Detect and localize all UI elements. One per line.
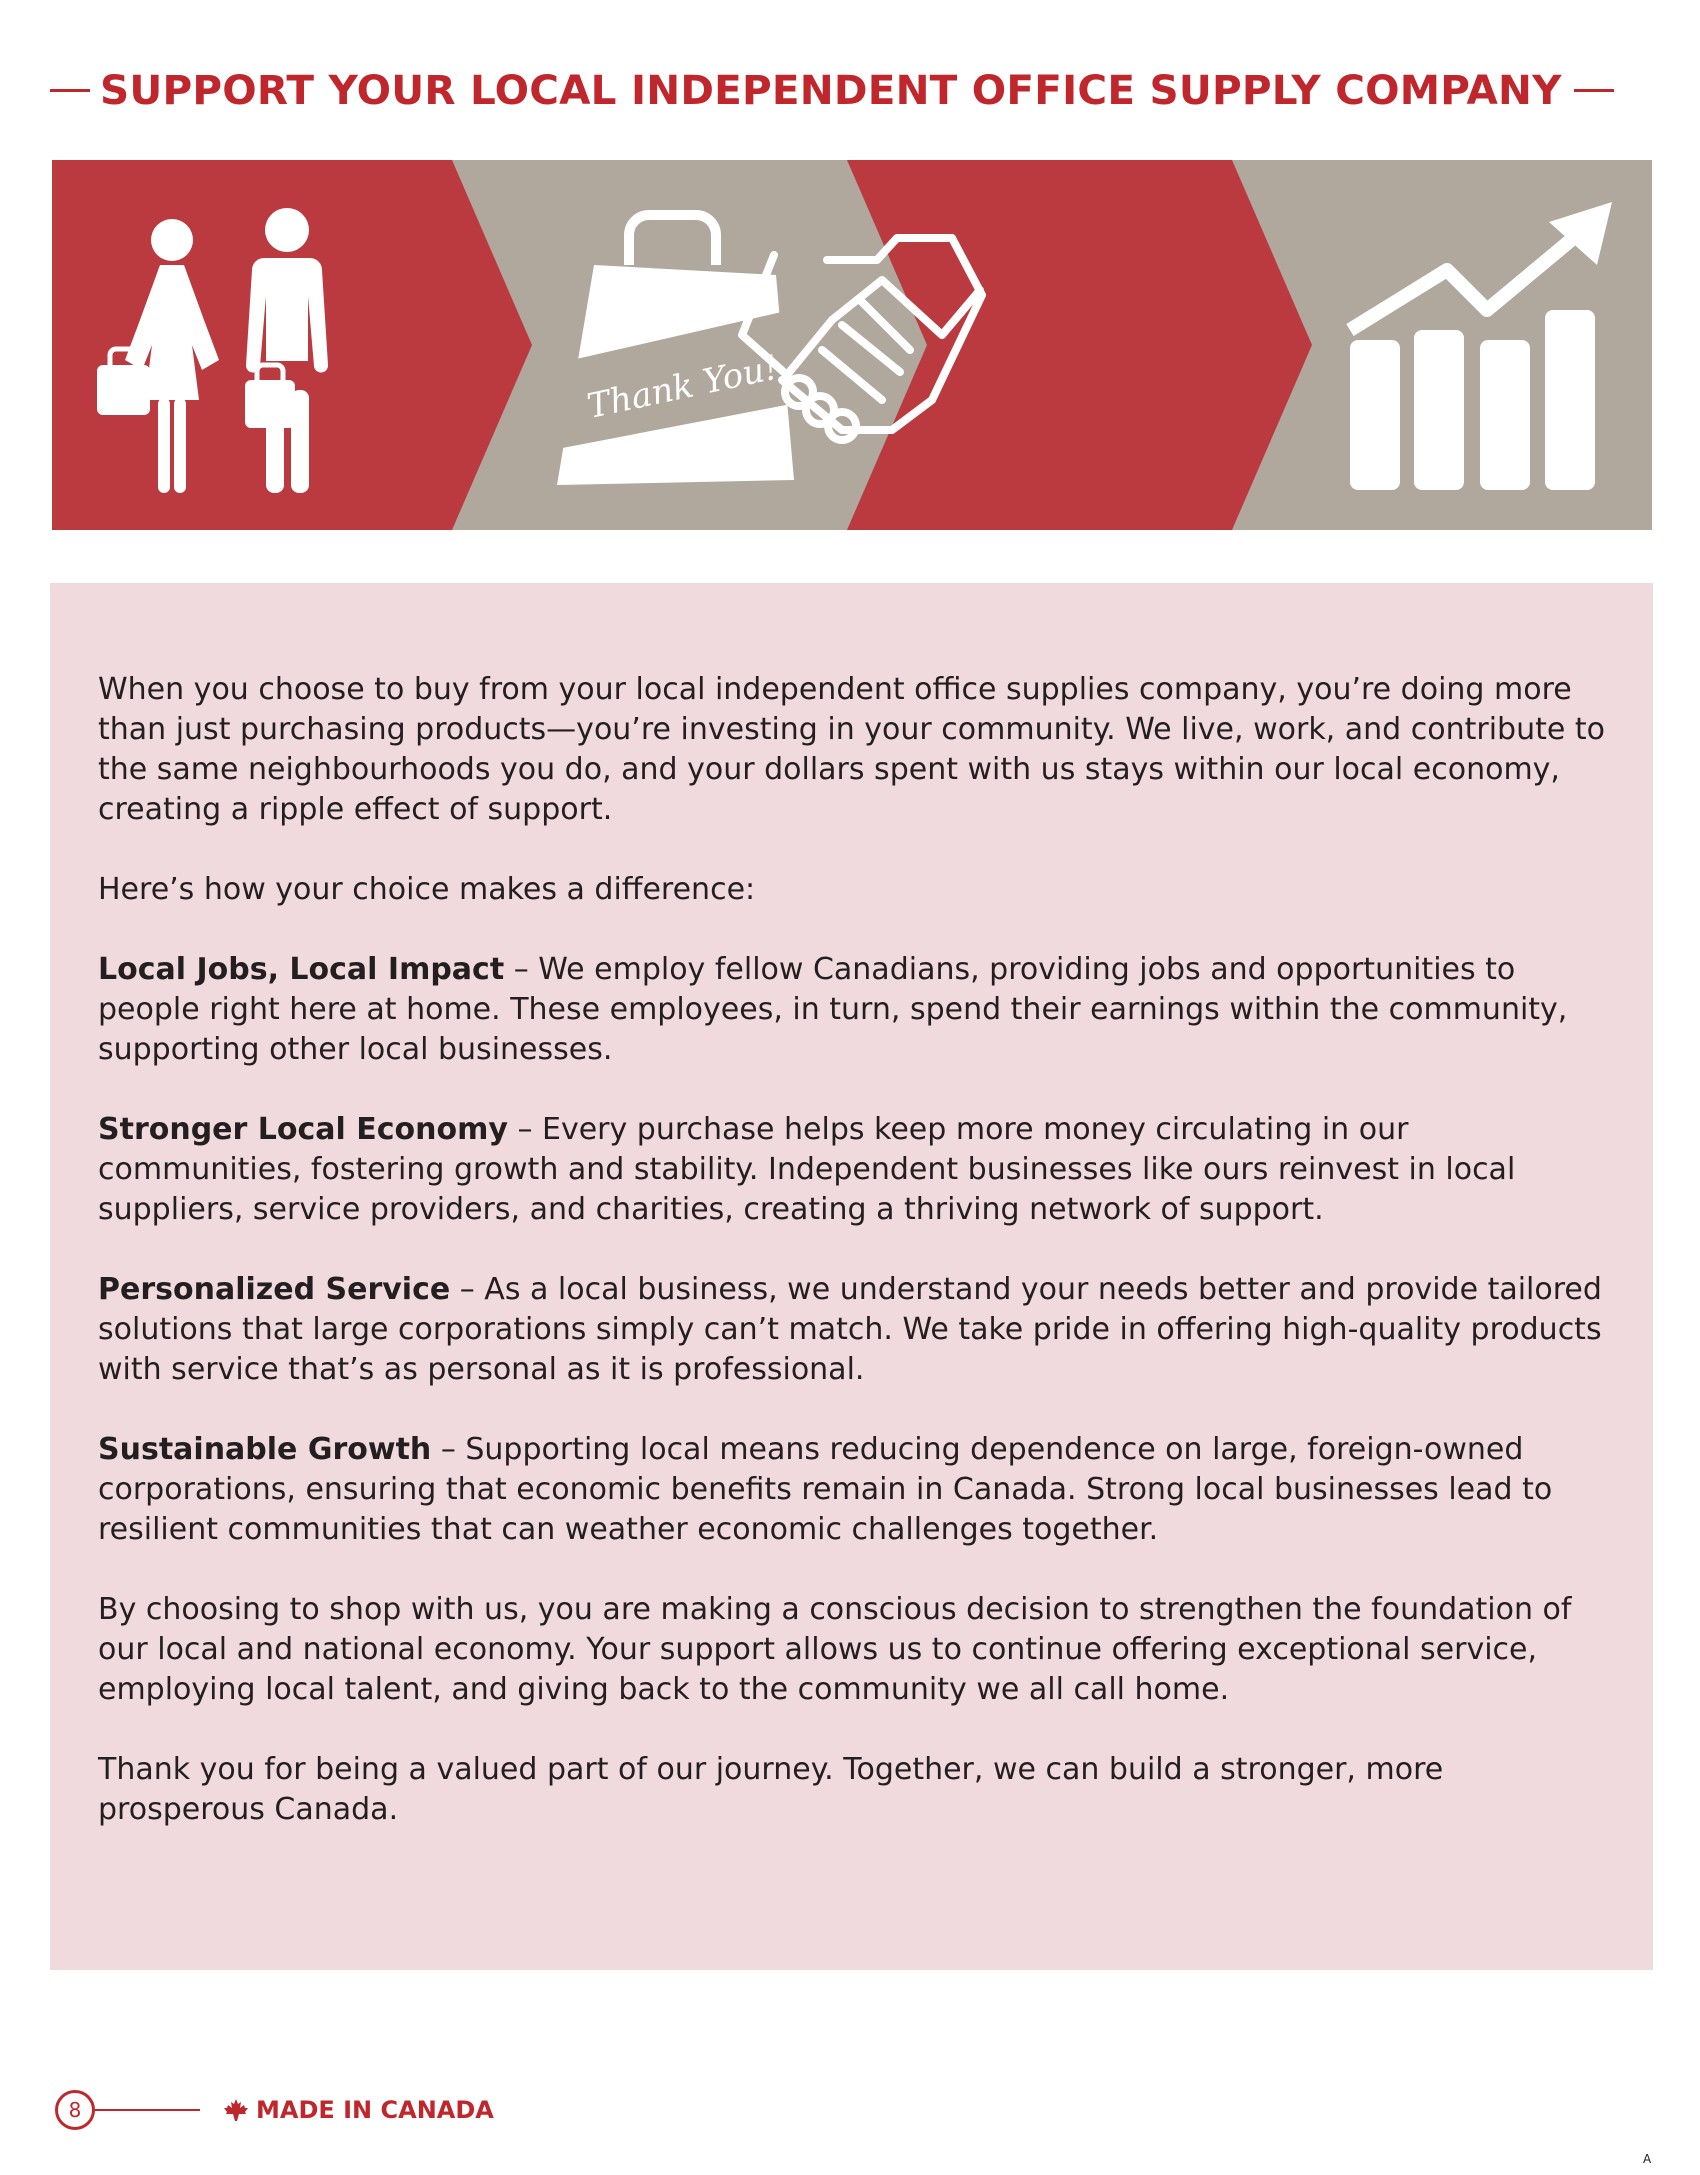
title-rule-right <box>1574 89 1614 92</box>
made-in-canada-badge <box>212 2096 494 2124</box>
point-title: Stronger Local Economy <box>98 1112 508 1147</box>
page-header <box>50 60 1650 120</box>
point-text: – As a local business, we understand your needs better and provide tailored solutions that large corporations simply can’t match. We take pride in offering high-quality products with service that’s as personal as it is professional. <box>98 1272 1602 1387</box>
bag-thank-you-text: Thank You! <box>583 347 782 427</box>
corner-mark: A <box>1643 2152 1652 2166</box>
point-paragraph-local-jobs <box>98 950 1618 1070</box>
point-text: – We employ fellow Canadians, providing jobs and opportunities to people right here at home. These employees, in turn, spend their earnings within the community, supporting other local businesses. <box>98 952 1568 1067</box>
made-in-canada-text: MADE IN CANADA <box>256 2096 494 2124</box>
icon-banner <box>52 160 1652 530</box>
point-text: – Supporting local means reducing dependence on large, foreign-owned corporations, ensuring that economic benefits remain in Canada. Strong local businesses lead to resilient communities that can weather economic challenges together. <box>98 1432 1553 1547</box>
point-paragraph-personalized-service <box>98 1270 1618 1390</box>
maple-leaf-icon <box>224 2099 248 2121</box>
closing-paragraph: By choosing to shop with us, you are making a conscious decision to strengthen the foundation of our local and national economy. Your support allows us to continue offering exceptional service, employing local talent, and giving back to the community we all call home. <box>98 1592 1572 1707</box>
body-text <box>98 670 1618 1870</box>
page-number: 8 <box>55 2090 95 2130</box>
point-text: – Every purchase helps keep more money circulating in our communities, fostering growth and stability. Independent businesses like ours reinvest in local suppliers, service providers, and charities, creating a thriving network of support. <box>98 1112 1516 1227</box>
intro-paragraph: When you choose to buy from your local independent office supplies company, you’re doing more than just purchasing products—you’re investing in your community. We live, work, and contribute to the same neighbourhoods you do, and your dollars spent with us stays within our local economy, creating a ripple effect of support. <box>98 672 1605 827</box>
point-paragraph-sustainable-growth <box>98 1430 1618 1550</box>
point-title: Personalized Service <box>98 1272 451 1307</box>
thanks-paragraph: Thank you for being a valued part of our journey. Together, we can build a stronger, more prosperous Canada. <box>98 1752 1444 1827</box>
content-panel <box>50 583 1653 1970</box>
point-title: Local Jobs, Local Impact <box>98 952 505 987</box>
page-footer <box>55 2085 494 2135</box>
point-paragraph-local-economy <box>98 1110 1618 1230</box>
footer-rule <box>95 2109 200 2111</box>
page-title: SUPPORT YOUR LOCAL INDEPENDENT OFFICE SUPPLY COMPANY <box>100 66 1562 114</box>
point-title: Sustainable Growth <box>98 1432 432 1467</box>
title-rule-left <box>50 89 90 92</box>
lead-paragraph: Here’s how your choice makes a difference: <box>98 872 756 907</box>
